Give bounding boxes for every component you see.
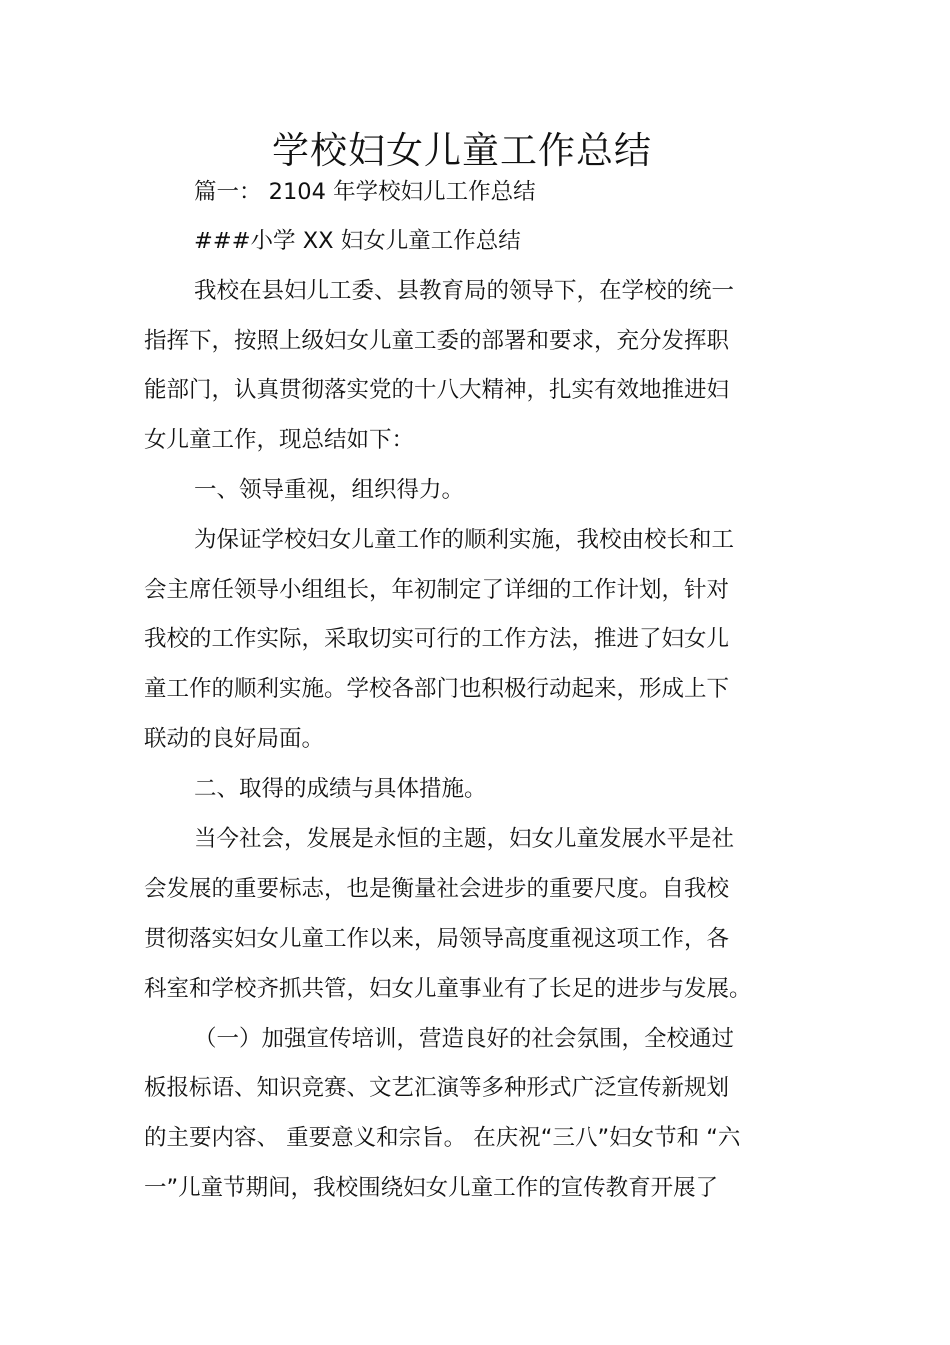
paragraph-line: 能部门，认真贯彻落实党的十八大精神，扎实有效地推进妇 [144, 377, 730, 403]
paragraph-line: 科室和学校齐抓共管，妇女儿童事业有了长足的进步与发展。 [144, 976, 752, 1002]
article-heading: 篇一： 2104 年学校妇儿工作总结 [194, 179, 536, 205]
section-heading: 二、取得的成绩与具体措施。 [194, 776, 487, 802]
paragraph-line: 我校的工作实际，采取切实可行的工作方法，推进了妇女儿 [144, 626, 730, 652]
paragraph-line: 女儿童工作，现总结如下： [144, 427, 415, 453]
paragraph-line: 一”儿童节期间，我校围绕妇女儿童工作的宣传教育开展了 [144, 1175, 719, 1201]
paragraph-line: 会主席任领导小组组长，年初制定了详细的工作计划，针对 [144, 577, 730, 603]
article-subheading: ###小学 XX 妇女儿童工作总结 [194, 228, 521, 254]
paragraph-line: 的主要内容、 重要意义和宗旨。 在庆祝“三八”妇女节和 “六 [144, 1125, 741, 1151]
paragraph-line: 会发展的重要标志，也是衡量社会进步的重要尺度。自我校 [144, 876, 730, 902]
document-title: 学校妇女儿童工作总结 [272, 129, 652, 172]
paragraph-line: 联动的良好局面。 [144, 726, 325, 752]
paragraph-line: 指挥下，按照上级妇女儿童工委的部署和要求，充分发挥职 [144, 328, 730, 354]
paragraph-line: 当今社会，发展是永恒的主题，妇女儿童发展水平是社 [194, 826, 735, 852]
paragraph-line: 贯彻落实妇女儿童工作以来，局领导高度重视这项工作，各 [144, 926, 730, 952]
paragraph-line: 板报标语、知识竞赛、文艺汇演等多种形式广泛宣传新规划 [144, 1075, 730, 1101]
section-heading: 一、领导重视，组织得力。 [194, 477, 465, 503]
paragraph-line: 童工作的顺利实施。学校各部门也积极行动起来，形成上下 [144, 676, 730, 702]
paragraph-line: 我校在县妇儿工委、县教育局的领导下，在学校的统一 [194, 278, 735, 304]
paragraph-line: 为保证学校妇女儿童工作的顺利实施，我校由校长和工 [194, 527, 735, 553]
paragraph-line: （一）加强宣传培训，营造良好的社会氛围，全校通过 [194, 1026, 735, 1052]
